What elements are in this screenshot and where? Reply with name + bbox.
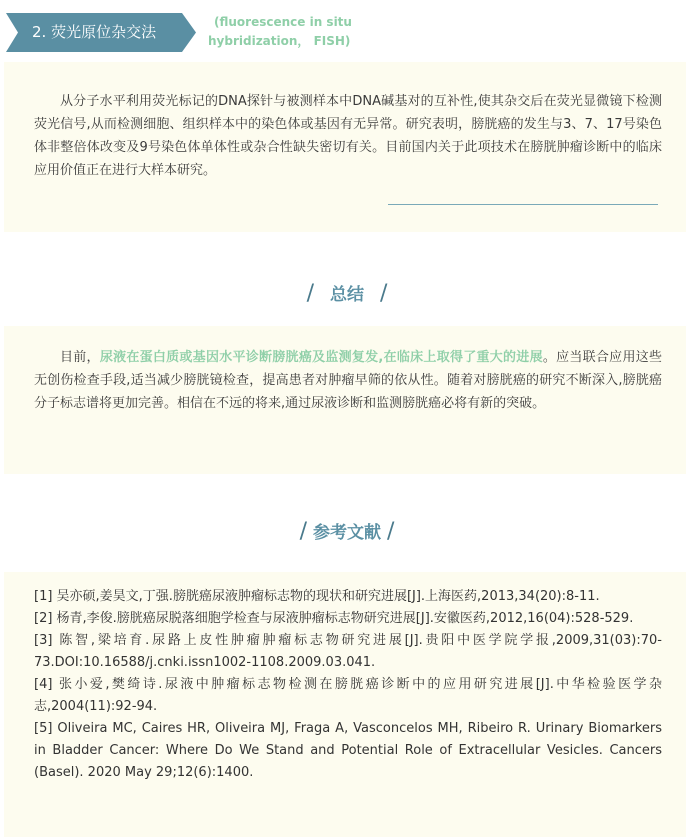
section-subtitle-line2: hybridization， FISH)	[208, 34, 351, 48]
reference-item: [4] 张小爱,樊绮诗.尿液中肿瘤标志物检测在膀胱癌诊断中的应用研究进展[J].中华检验医学杂志,2004(11):92-94.	[34, 677, 662, 714]
slash-left-icon: /	[306, 281, 314, 306]
reference-item: [2] 杨青,李俊.膀胱癌尿脱落细胞学检查与尿液肿瘤标志物研究进展[J].安徽医药,2012,16(04):528-529.	[34, 611, 634, 626]
reference-list	[34, 586, 662, 784]
reference-item: [3] 陈智,梁培育.尿路上皮性肿瘤肿瘤标志物研究进展[J].贵阳中医学院学报,2009,31(03):70-73.DOI:10.16588/j.cnki.issn1002-1108.2009.03.041.	[34, 633, 662, 670]
section-subtitle	[208, 13, 408, 51]
section-tag-label: 2. 荧光原位杂交法	[32, 23, 157, 41]
section-subtitle-line1: (fluorescence in situ	[214, 15, 352, 29]
slash-right-icon: /	[380, 281, 388, 306]
references-heading	[0, 518, 694, 544]
summary-highlight: 尿液在蛋白质或基因水平诊断膀胱癌及监测复发,在临床上取得了重大的进展	[99, 350, 543, 365]
summary-rest: 。应当联合应用这些无创伤检查手段,适当减少膀胱镜检查，提高患者对肿瘤早筛的依从性。随着对膀胱癌的研究不断深入,膀胱癌分子标志谱将更加完善。相信在不远的将来,通过尿液诊断和监测膀胱癌必将有新的突破。	[34, 350, 662, 411]
summary-title: 总结	[330, 285, 364, 305]
references-title: 参考文献	[313, 523, 381, 543]
slash-left-icon: /	[299, 519, 307, 544]
reference-item: [1] 吴亦硕,姜昊文,丁强.膀胱癌尿液肿瘤标志物的现状和研究进展[J].上海医药,2013,34(20):8-11.	[34, 589, 600, 604]
section-header	[0, 0, 694, 62]
reference-item: [5] Oliveira MC, Caires HR, Oliveira MJ, Fraga A, Vasconcelos MH, Ribeiro R. Urinary Biomarkers in Bladder Cancer: Where Do We Stand and Potential Role of Extracellular Vesicles. Cancers (Basel). 2020 May 29;12(6):1400.	[34, 721, 662, 780]
fish-paragraph: 从分子水平利用荧光标记的DNA探针与被测样本中DNA碱基对的互补性,使其杂交后在荧光显微镜下检测荧光信号,从而检测细胞、组织样本中的染色体或基因有无异常。研究表明，膀胱癌的发生与3、7、17号染色体非整倍体改变及9号染色体单体性或杂合性缺失密切有关。目前国内关于此项技术在膀胱肿瘤诊断中的临床应用价值正在进行大样本研究。	[34, 94, 662, 178]
references-panel	[4, 572, 686, 837]
summary-prefix: 目前，	[60, 350, 100, 365]
divider-line	[388, 204, 658, 205]
summary-panel	[4, 326, 686, 474]
slash-right-icon: /	[387, 519, 395, 544]
section-tag	[6, 13, 196, 52]
summary-heading	[0, 280, 694, 306]
summary-paragraph	[34, 346, 662, 415]
fish-panel	[4, 62, 686, 232]
